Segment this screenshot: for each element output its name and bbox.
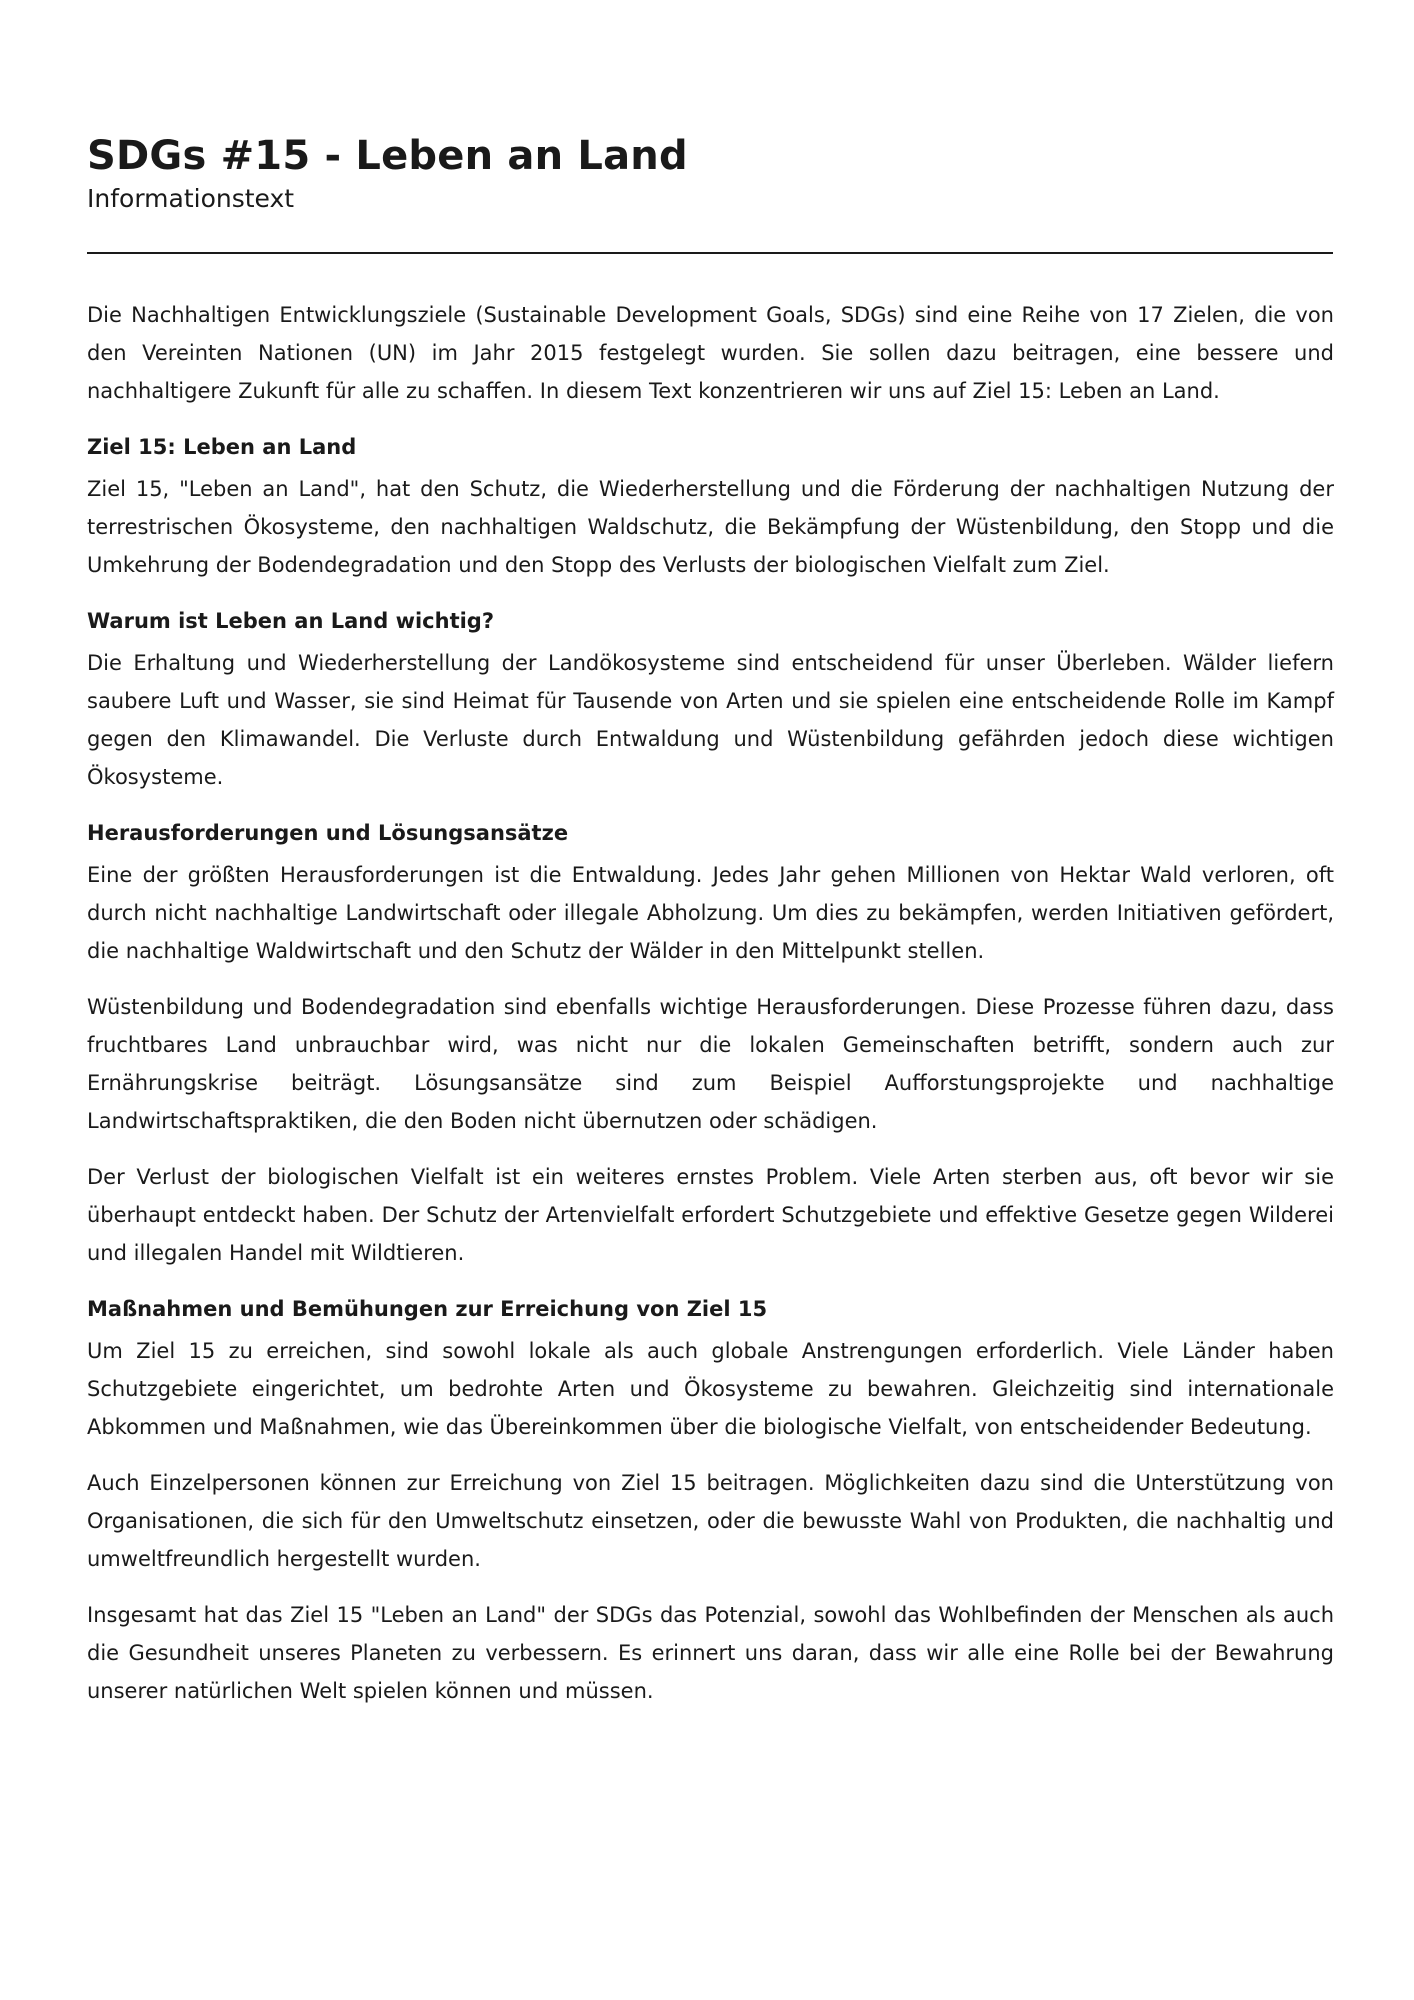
measures-paragraph-3: Insgesamt hat das Ziel 15 "Leben an Land" der SDGs das Potenzial, sowohl das Wohlbefinden der Menschen als auch die Gesundheit unseres Planeten zu verbessern. Es erinnert uns daran, dass wir alle eine Rolle bei der Bewahrung unserer natürlichen Welt spielen können und müssen. [87, 1603, 1334, 1703]
challenges-paragraph-2: Wüstenbildung und Bodendegradation sind ebenfalls wichtige Herausforderungen. Diese Prozesse führen dazu, dass fruchtbares Land unbrauchbar wird, was nicht nur die lokalen Gemeinschaften betrifft, sondern auch zur Ernährungskrise beiträgt. Lösungsansätze sind zum Beispiel Aufforstungsprojekte und nachhaltige Landwirtschaftspraktiken, die den Boden nicht übernutzen oder schädigen. [87, 995, 1334, 1133]
why-paragraph: Die Erhaltung und Wiederherstellung der Landökosysteme sind entscheidend für unser Überleben. Wälder liefern saubere Luft und Wasser, sie sind Heimat für Tausende von Arten und sie spielen eine entscheidende Rolle im Kampf gegen den Klimawandel. Die Verluste durch Entwaldung und Wüstenbildung gefährden jedoch diese wichtigen Ökosysteme. [87, 651, 1334, 789]
document-subtitle: Informationstext [87, 184, 295, 213]
title-divider [87, 252, 1333, 254]
section-heading-challenges: Herausforderungen und Lösungsansätze [87, 821, 569, 845]
challenges-paragraph-3: Der Verlust der biologischen Vielfalt ist ein weiteres ernstes Problem. Viele Arten sterben aus, oft bevor wir sie überhaupt entdeckt haben. Der Schutz der Artenvielfalt erfordert Schutzgebiete und effektive Gesetze gegen Wilderei und illegalen Handel mit Wildtieren. [87, 1165, 1334, 1265]
section-heading-why: Warum ist Leben an Land wichtig? [87, 609, 495, 633]
measures-paragraph-1: Um Ziel 15 zu erreichen, sind sowohl lokale als auch globale Anstrengungen erforderlich. Viele Länder haben Schutzgebiete eingerichtet, um bedrohte Arten und Ökosysteme zu bewahren. Gleichzeitig sind internationale Abkommen und Maßnahmen, wie das Übereinkommen über die biologische Vielfalt, von entscheidender Bedeutung. [87, 1339, 1334, 1439]
section-heading-goal: Ziel 15: Leben an Land [87, 435, 357, 459]
document-body [87, 296, 1334, 1710]
intro-paragraph: Die Nachhaltigen Entwicklungsziele (Sustainable Development Goals, SDGs) sind eine Reihe von 17 Zielen, die von den Vereinten Nationen (UN) im Jahr 2015 festgelegt wurden. Sie sollen dazu beitragen, eine bessere und nachhaltigere Zukunft für alle zu schaffen. In diesem Text konzentrieren wir uns auf Ziel 15: Leben an Land. [87, 303, 1334, 403]
challenges-paragraph-1: Eine der größten Herausforderungen ist die Entwaldung. Jedes Jahr gehen Millionen von Hektar Wald verloren, oft durch nicht nachhaltige Landwirtschaft oder illegale Abholzung. Um dies zu bekämpfen, werden Initiativen gefördert, die nachhaltige Waldwirtschaft und den Schutz der Wälder in den Mittelpunkt stellen. [87, 863, 1334, 963]
document-title: SDGs #15 - Leben an Land [87, 133, 688, 179]
section-heading-measures: Maßnahmen und Bemühungen zur Erreichung von Ziel 15 [87, 1297, 768, 1321]
document-page [87, 130, 1334, 1728]
measures-paragraph-2: Auch Einzelpersonen können zur Erreichung von Ziel 15 beitragen. Möglichkeiten dazu sind die Unterstützung von Organisationen, die sich für den Umweltschutz einsetzen, oder die bewusste Wahl von Produkten, die nachhaltig und umweltfreundlich hergestellt wurden. [87, 1471, 1334, 1571]
goal-paragraph: Ziel 15, "Leben an Land", hat den Schutz, die Wiederherstellung und die Förderung der nachhaltigen Nutzung der terrestrischen Ökosysteme, den nachhaltigen Waldschutz, die Bekämpfung der Wüstenbildung, den Stopp und die Umkehrung der Bodendegradation und den Stopp des Verlusts der biologischen Vielfalt zum Ziel. [87, 477, 1334, 577]
